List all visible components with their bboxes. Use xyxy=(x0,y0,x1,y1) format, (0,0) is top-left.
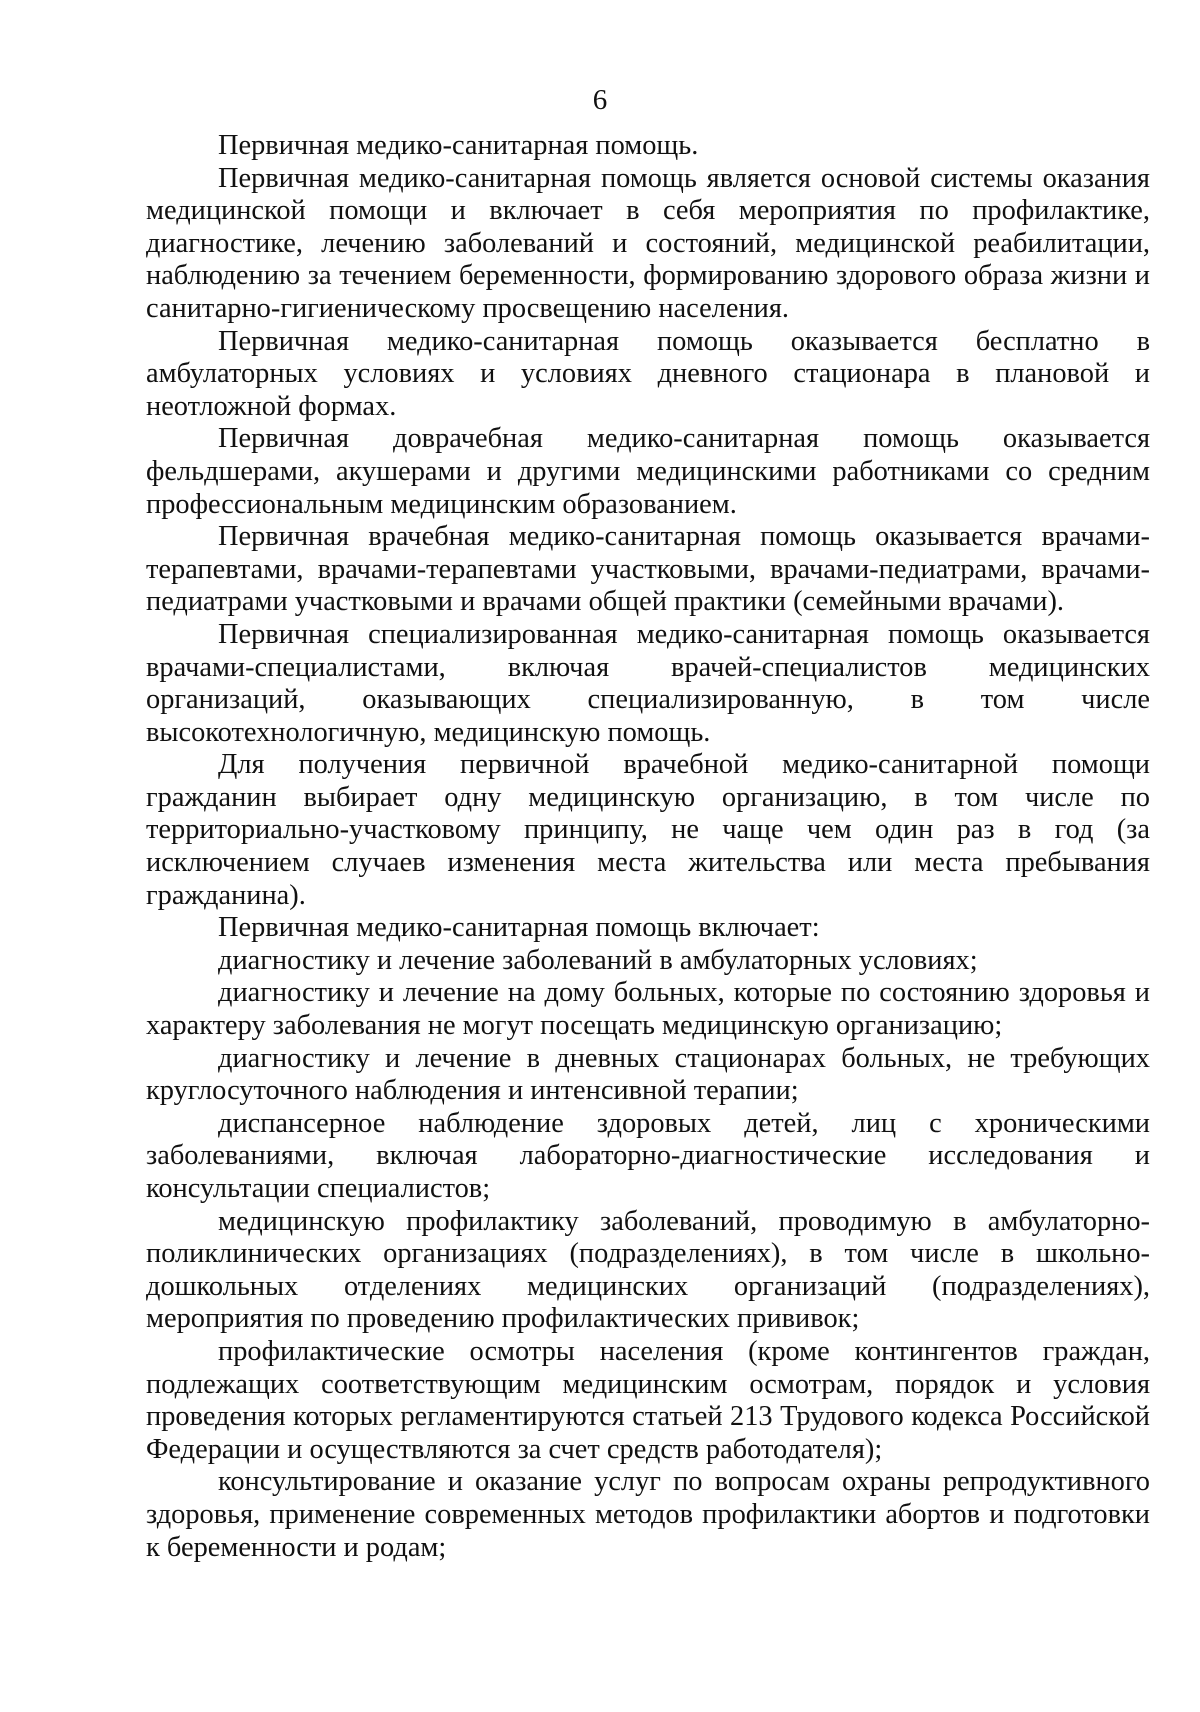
list-item: диагностику и лечение на дому больных, которые по состоянию здоровья и характеру заболевания не могут посещать медицинскую организацию; xyxy=(146,977,1150,1042)
paragraph: Первичная врачебная медико-санитарная помощь оказывается врачами-терапевтами, врачами-терапевтами участковыми, врачами-педиатрами, врачами-педиатрами участковыми и врачами общей практики (семейными врачами). xyxy=(146,521,1150,618)
paragraph: Первичная специализированная медико-санитарная помощь оказывается врачами-специалистами, включая врачей-специалистов медицинских организаций, оказывающих специализированную, в том числе высокотехнологичную, медицинскую помощь. xyxy=(146,618,1150,748)
paragraph-heading: Первичная медико-санитарная помощь. xyxy=(218,130,699,161)
list-item: консультирование и оказание услуг по вопросам охраны репродуктивного здоровья, применение современных методов профилактики абортов и подготовки к беременности и родам; xyxy=(146,1466,1150,1563)
list-item: диагностику и лечение заболеваний в амбулаторных условиях; xyxy=(218,944,978,976)
paragraph: Первичная медико-санитарная помощь включает: xyxy=(218,912,820,944)
list-item: диспансерное наблюдение здоровых детей, лиц с хроническими заболеваниями, включая лабораторно-диагностические исследования и консультации специалистов; xyxy=(146,1107,1150,1204)
page-number: 6 xyxy=(592,84,608,116)
paragraph: Первичная медико-санитарная помощь оказывается бесплатно в амбулаторных условиях и условиях дневного стационара в плановой и неотложной формах. xyxy=(146,325,1150,422)
paragraph: Первичная доврачебная медико-санитарная помощь оказывается фельдшерами, акушерами и другими медицинскими работниками со средним профессиональным медицинским образованием. xyxy=(146,423,1150,520)
paragraph: Первичная медико-санитарная помощь является основой системы оказания медицинской помощи и включает в себя мероприятия по профилактике, диагностике, лечению заболеваний и состояний, медицинской реабилитации, наблюдению за течением беременности, формированию здорового образа жизни и санитарно-гигиеническому просвещению населения. xyxy=(146,162,1150,324)
list-item: профилактические осмотры населения (кроме контингентов граждан, подлежащих соответствующим медицинским осмотрам, порядок и условия проведения которых регламентируются статьей 213 Трудового кодекса Российской Федерации и осуществляются за счет средств работодателя); xyxy=(146,1335,1150,1465)
paragraph: Для получения первичной врачебной медико-санитарной помощи гражданин выбирает одну медицинскую организацию, в том числе по территориально-участковому принципу, не чаще чем один раз в год (за исключением случаев изменения места жительства или места пребывания гражданина). xyxy=(146,749,1150,911)
list-item: диагностику и лечение в дневных стационарах больных, не требующих круглосуточного наблюдения и интенсивной терапии; xyxy=(146,1042,1150,1107)
document-body xyxy=(146,130,1150,1564)
list-item: медицинскую профилактику заболеваний, проводимую в амбулаторно-поликлинических организациях (подразделениях), в том числе в школьно-дошкольных отделениях медицинских организаций (подразделениях), мероприятия по проведению профилактических прививок; xyxy=(146,1205,1150,1335)
